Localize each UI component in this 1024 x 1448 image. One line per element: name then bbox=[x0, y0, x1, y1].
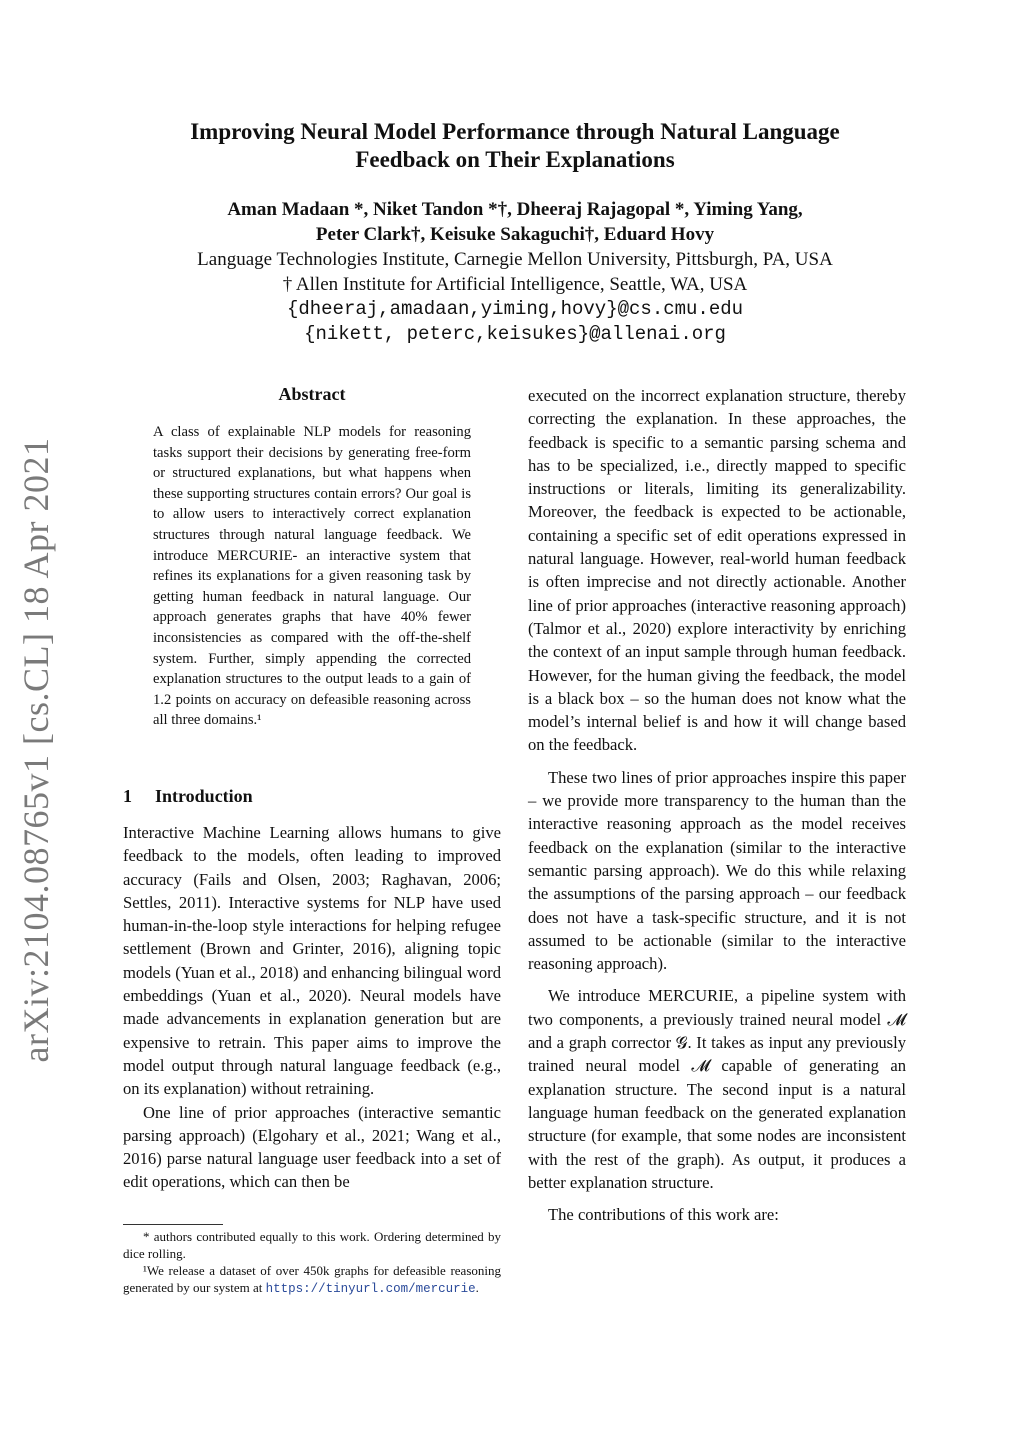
email-ai2: {nikett, peterc,keisukes}@allenai.org bbox=[304, 323, 726, 345]
dataset-link[interactable]: https://tinyurl.com/mercurie bbox=[265, 1282, 476, 1296]
right-paragraph-1: executed on the incorrect explanation structure, thereby correcting the explanation. In these approaches, the feedback is specific to a semantic parsing schema and has to be specialized, i.e., directly mapped to specific instructions or literals, limiting its generalizability. Moreover, the feedback is expected to be actionable, containing a specific set of edit operations expressed in natural language. However, real-world human feedback is often imprecise and not directly actionable. Another line of prior approaches (interactive reasoning approach) (Talmor et al., 2020) explore interactivity by enriching the context of an input sample through human feedback. However, for the human giving the feedback, the model is a black box – so the human does not know what the model’s internal belief is and how it will change based on the feedback. bbox=[528, 386, 906, 755]
section-heading-introduction bbox=[123, 786, 253, 807]
section-number: 1 bbox=[123, 786, 132, 806]
footnote-dataset-text: ¹We release a dataset of over 450k graphs for defeasible reasoning generated by our system at bbox=[123, 1263, 501, 1295]
right-paragraph-2: These two lines of prior approaches inspire this paper – we provide more transparency to the human than the interactive reasoning approach as the model receives feedback on the explanation (similar to the interactive semantic parsing approach). We do this while relaxing the assumptions of the parsing approach – our feedback does not have a task-specific structure, and it is not assumed to be actionable (similar to the interactive reasoning approach). bbox=[528, 767, 906, 974]
intro-paragraph-1: Interactive Machine Learning allows humans to give feedback to the models, often leading to improved accuracy (Fails and Olsen, 2003; Raghavan, 2006; Settles, 2011). Interactive systems for NLP have used human-in-the-loop style interactions for helping refugee settlement (Brown and Grinter, 2016), aligning topic models (Yuan et al., 2018) and enhancing bilingual word embeddings (Yuan et al., 2020). Neural models have made advancements in explanation generation but are expensive to retrain. This paper aims to improve the model output through natural language feedback (e.g., on its explanation) without retraining. bbox=[123, 823, 501, 1099]
left-column-body bbox=[123, 821, 501, 1194]
footnote-dataset: ¹We release a dataset of over 450k graphs for defeasible reasoning generated by our system at https://tinyurl.com/mercurie. bbox=[123, 1263, 501, 1296]
affiliation-ai2: † Allen Institute for Artificial Intelligence, Seattle, WA, USA bbox=[282, 274, 748, 295]
affiliation-cmu: Language Technologies Institute, Carnegie Mellon University, Pittsburgh, PA, USA bbox=[197, 249, 833, 270]
right-paragraph-4: The contributions of this work are: bbox=[548, 1205, 779, 1225]
author-names-line-1: Aman Madaan *, Niket Tandon *†, Dheeraj Rajagopal *, Yiming Yang, bbox=[227, 199, 803, 220]
title-line-1: Improving Neural Model Performance through Natural Language bbox=[190, 119, 840, 144]
abstract-text: A class of explainable NLP models for reasoning tasks support their decisions by generating free-form or structured explanations, but what happens when these supporting structures contain errors? Our goal is to allow users to interactively correct explanation structures through natural language feedback. We introduce MERCURIE- an interactive system that refines its explanations for a given reasoning task by getting human feedback in natural language. Our approach generates graphs that have 40% fewer inconsistencies as compared with the off-the-shelf system. Further, simply appending the corrected explanation structures to the output leads to a gain of 1.2 points on accuracy on defeasible reasoning across all three domains.¹ bbox=[153, 424, 471, 729]
footnote-equal-contribution: * authors contributed equally to this work. Ordering determined by dice rolling. bbox=[123, 1229, 501, 1261]
title-line-2: Feedback on Their Explanations bbox=[355, 147, 675, 172]
author-names-line-2: Peter Clark†, Keisuke Sakaguchi†, Eduard Hovy bbox=[315, 224, 715, 245]
author-block bbox=[120, 197, 910, 347]
right-paragraph-3: We introduce MERCURIE, a pipeline system with two components, a previously trained neural model 𝓜 and a graph corrector 𝓖. It takes as input any previously trained neural model 𝓜 capable of generating an explanation structure. The second input is a natural language human feedback on the generated explanation structure (for example, that some nodes are inconsistent with the rest of the graph). As output, it produces a better explanation structure. bbox=[528, 986, 906, 1192]
intro-paragraph-2: One line of prior approaches (interactive semantic parsing approach) (Elgohary et al., 2021; Wang et al., 2016) parse natural language user feedback into a set of edit operations, which can then be bbox=[123, 1102, 501, 1192]
footnotes bbox=[123, 1228, 501, 1298]
section-title: Introduction bbox=[155, 786, 253, 806]
arxiv-stamp bbox=[8, 430, 64, 1070]
footnote-rule bbox=[123, 1224, 223, 1225]
email-cmu: {dheeraj,amadaan,yiming,hovy}@cs.cmu.edu bbox=[286, 298, 744, 320]
paper-title bbox=[120, 118, 910, 174]
arxiv-stamp-text: arXiv:2104.08765v1 [cs.CL] 18 Apr 2021 bbox=[16, 437, 56, 1063]
abstract-heading: Abstract bbox=[278, 384, 346, 404]
right-column-body bbox=[528, 384, 906, 1226]
